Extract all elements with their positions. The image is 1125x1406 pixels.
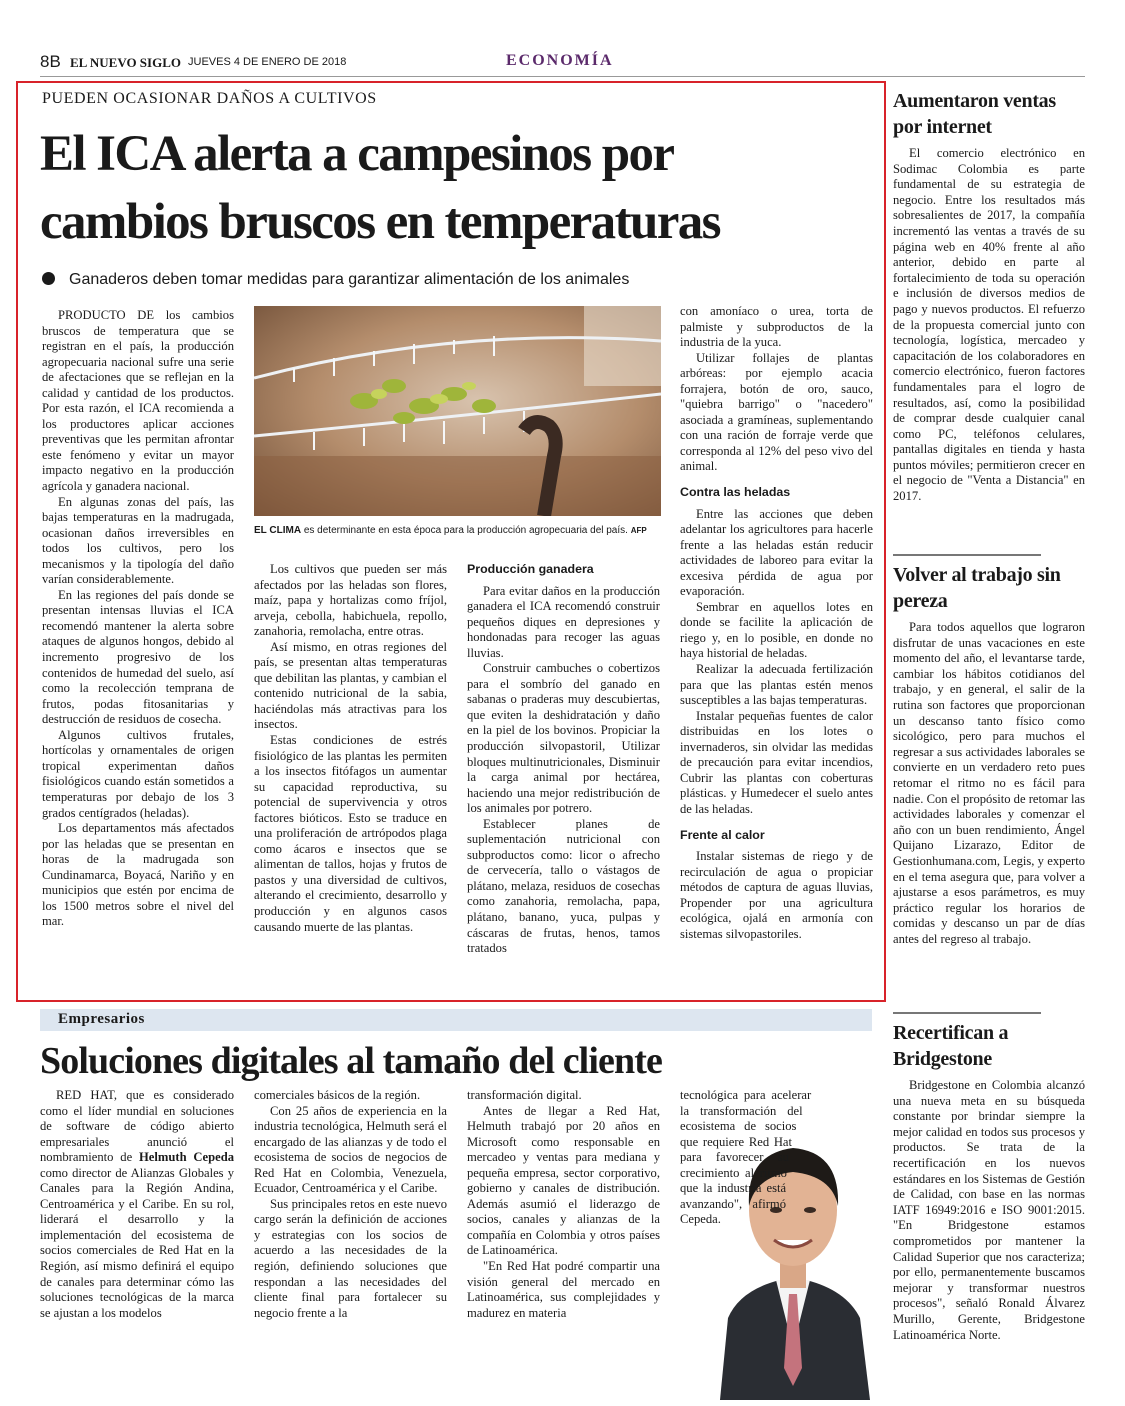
sidebar-text: El comercio electrónico en Sodimac Colombia es parte fundamental de su estrategia de negocio. Entre los resultados más sobresalientes de 2017, la compañía incrementó las ventas a través de su página web en 40% frente al año anterior, debido en parte al fortalecimiento de toda su operación e inclusión de diversos medios de pago y nuevos productos. El refuerzo de la propuesta comercial junto con tecnología, logística, mercadeo y capacitación de los colaboradores en comercio electrónico, fueron factores fundamentales para el logro de resultados, así, como la posibilidad de comprar desde cualquier canal como PC, teléfonos celulares, pantallas digitales en tienda y hasta puntos móviles; permitieron crecer en el negocio de "Venta a Distancia" en 2017. xyxy=(893,146,1085,504)
main-col-3 xyxy=(467,558,660,957)
paragraph: transformación digital. xyxy=(467,1088,582,1102)
second-headline: Soluciones digitales al tamaño del cliente xyxy=(40,1040,662,1082)
article-kicker: PUEDEN OCASIONAR DAÑOS A CULTIVOS xyxy=(42,90,377,107)
second-col-2 xyxy=(254,1088,447,1321)
sidebar-item-sales xyxy=(893,88,1085,505)
article-photo xyxy=(254,306,661,516)
section-title: ECONOMÍA xyxy=(506,52,614,69)
subheading: Frente al calor xyxy=(680,827,765,842)
paragraph: Los cultivos que pueden ser más afectados por las heladas son flores, maíz, papa y hortalizas como fríjol, arveja, cebolla, habichuela, repollo, zanahoria, remolacha, entre otras. xyxy=(254,562,447,639)
subhead-text: Ganaderos deben tomar medidas para garantizar alimentación de los animales xyxy=(69,271,630,288)
paragraph: En algunas zonas del país, las bajas temperaturas en la madrugada, ocasionan daños irreversibles en todos los cultivos, pero los mecanismos y la tipología del daño varían considerablemente. xyxy=(42,494,234,587)
sidebar-divider xyxy=(893,554,1041,556)
section-label: Empresarios xyxy=(58,1011,145,1027)
paragraph-wrap xyxy=(680,1088,874,1228)
paragraph: Realizar la adecuada fertilización para que las plantas estén menos susceptibles a las bajas temperaturas. xyxy=(680,662,873,708)
sidebar-title: Recertifican a Bridgestone xyxy=(893,1022,1009,1070)
paragraph: Entre las acciones que deben adelantar los agricultores para hacerle frente a las heladas están reducir actividades de laboreo para evitar la excesiva pérdida de agua por evaporación. xyxy=(680,506,873,599)
sidebar-divider xyxy=(893,1012,1041,1014)
paragraph: con amoníaco o urea, torta de palmiste y subproductos de la industria de la yuca. xyxy=(680,304,873,350)
paragraph: Para evitar daños en la producción ganadera el ICA recomendó construir pequeños diques en depresiones y hondonadas para recoger las aguas lluvias. xyxy=(467,583,660,660)
sidebar-text: Para todos aquellos que lograron disfrutar de unas vacaciones en este momento del año, el levantarse tarde, cambiar los hábitos cotidianos del trabajo, y en general, el salir de la rutina son factores que proporcionan un descanso tanto físico como sicológico, pero para muchos el regresar a sus actividades laborales se convierte en un verdadero reto pues retomar el ritmo no es fácil para nadie. Con el propósito de retomar las actividades laborales y comenzar el año con un buen rendimiento, Ángel Quijano Lizarazo, Editor de Gestionhumana.com, Legis, y experto en el tema asegura que, para volver a ajustarse a esos parámetros, es muy práctico regular los horarios de comidas y descanso un par de días antes del regreso al trabajo. xyxy=(893,620,1086,946)
main-col-2 xyxy=(254,562,447,935)
page-number: 8B xyxy=(40,52,61,71)
paragraph: Sembrar en aquellos lotes en donde se facilite la aplicación de riego y, en lo posible, en donde no haya historial de heladas. xyxy=(680,599,873,661)
paragraph: Instalar sistemas de riego y de recirculación de agua o propiciar métodos de captura de aguas lluvias, Propender por una agricultura ecológica, ojalá en armonía con sistemas silvopastoriles. xyxy=(680,849,873,941)
second-col-1 xyxy=(40,1088,234,1321)
paragraph: Utilizar follajes de plantas arbóreas: por ejemplo acacia forrajera, botón de oro, sauco, "quiebra barrigo" o "nacedero" asociada a gramíneas, suplementando con una ración de forraje verde que corresponda al 12% del peso vivo del animal. xyxy=(680,350,873,474)
header-rule xyxy=(40,76,1085,77)
subheading: Contra las heladas xyxy=(680,485,791,500)
second-col-4 xyxy=(680,1088,874,1318)
article-subhead xyxy=(42,271,629,289)
paragraph: Estas condiciones de estrés fisiológico de las plantas les permiten a los insectos fitófagos un aumentar su capacidad reproductiva, su potencial de supervivencia y otros factores bióticos. Esto se traduce en una proliferación de artrópodos plaga como ácaros e insectos que se alimentan de tallos, hojas y frutos de pastos y una diversidad de cultivos, alterando el crecimiento, desarrollo y producción y en algunos casos causando muerte de las plantas. xyxy=(254,733,447,934)
frozen-vine-illustration xyxy=(254,306,661,516)
paragraph: Construir cambuches o cobertizos para el sombrío del ganado en sabanas o praderas muy descubiertas, que eviten la deshidratación y daño en la piel de los bovinos. Propiciar la producción silvopastoril, Utilizar bloques multinutricionales, Disminuir la carga animal por hectárea, haciendo una mejor redistribución de los animales por potrero. xyxy=(467,661,660,816)
paragraph: "En Red Hat podré compartir una visión general del mercado en Latinoamérica, sus complejidades y madurez en materia xyxy=(467,1259,660,1320)
paragraph: Así mismo, en otras regiones del país, se presentan altas temperaturas que debilitan las plantas, y cambian el contenido nutricional de la sabia, haciéndolas más atractivas para los insectos. xyxy=(254,639,447,732)
issue-date: JUEVES 4 DE ENERO DE 2018 xyxy=(188,56,347,68)
photo-credit: AFP xyxy=(630,526,647,535)
paragraph: Con 25 años de experiencia en la industria tecnológica, Helmuth será el encargado de las alianzas y de todo el ecosistema de socios de negocios de Red Hat en Colombia, Venezuela, Ecuador, Centroamérica y el Caribe. xyxy=(254,1103,447,1196)
newspaper-name: EL NUEVO SIGLO xyxy=(70,55,181,70)
headline-line-2: cambios bruscos en temperaturas xyxy=(40,194,720,250)
article-headline xyxy=(40,120,880,256)
sidebar-title: Aumentaron ventas por internet xyxy=(893,90,1056,138)
subheading: Producción ganadera xyxy=(467,562,594,576)
paragraph: RED HAT, que es considerado como el líder mundial en soluciones de software de código abierto empresariales anunció el nombramiento de Helmuth Cepeda como director de Alianzas Globales y Canales para la Región Andina, Centroamérica y el Caribe. En su rol, liderará el desarrollo y la implementación del ecosistema de socios comerciales de Red Hat en la Región, así mismo definirá el equipo de canales para determinar cómo las soluciones tecnológicas de la marca se ajustan a los modelos xyxy=(40,1088,235,1320)
sidebar-text: Bridgestone en Colombia alcanzó una nueva meta en su búsqueda constante por brindar siempre la mejor calidad en todos sus procesos y productos. Se trata de la recertificación en los nuevos estándares en los Sistemas de Gestión de Calidad, con base en las normas IATF 16949:2016 e ISO 9001:2015. "En Bridgestone estamos comprometidos por mantener la Calidad Superior que nos caracteriza; por ello, permanentemente buscamos mejorar y transformar nuestros procesos", señaló Ronald Álvarez Murillo, Gerente, Bridgestone Latinoamérica Norte. xyxy=(893,1078,1085,1342)
sidebar-item-bridgestone xyxy=(893,1020,1085,1343)
paragraph: comerciales básicos de la región. xyxy=(254,1088,421,1102)
paragraph: Los departamentos más afectados por las heladas que se presentan en horas de la madrugada son Cundinamarca, Boyacá, Nariño y en municipios que estén por encima de los 1500 metros sobre el nivel del mar. xyxy=(42,821,234,929)
paragraph: Antes de llegar a Red Hat, Helmuth trabajó por 20 años en Microsoft como responsable en mercadeo y ventas para mediana y pequeña empresa, sector corporativo, gobierno y canales de distribución. Además asumió el liderazgo de socios, canales y alianzas de la compañía en Colombia y otros países de Latinoamérica. xyxy=(467,1103,660,1258)
sidebar-item-work xyxy=(893,562,1085,947)
paragraph: tecnológica para acelerar la transformación del ecosistema de socios que requiere Red Hat para favorecer su crecimiento al ritmo que la industria está avanzando", afirmó Cepeda. xyxy=(680,1088,812,1227)
paragraph: En las regiones del país donde se presentan intensas lluvias el ICA recomendó mantener la alerta sobre ataques de algunos hongos, debido al incremento progresivo de los contenidos de humedad del suelo, así como la recolección temprana de frutos, podas fitosanitarias y destrucción de residuos de cosecha. xyxy=(42,587,234,727)
sidebar-title: Volver al trabajo sin pereza xyxy=(893,564,1061,612)
paragraph: Establecer planes de suplementación nutricional con subproductos como: licor o afrecho de cervecería, tallo o vástagos de plátano, melaza, residuos de cosechas como zanahoria, remolacha, papa, plátano, banano, yuca, pulpas y cáscaras de frutas, henos, tamos tratados xyxy=(467,816,660,956)
paragraph: Instalar pequeñas fuentes de calor distribuidas en los lotes o invernaderos, sin olvidar las medidas de precaución para evitar incendios, Cubrir las plantas con coberturas plásticas. y Humedecer el suelo antes de las heladas. xyxy=(680,708,873,816)
main-col-1 xyxy=(42,308,234,930)
bullet-icon xyxy=(42,272,55,285)
lead-word: PRODUCTO DE xyxy=(58,308,155,322)
paragraph: Sus principales retos en este nuevo cargo serán la definición de acciones y estrategias con los socios de acuerdo a las necesidades de la región, definiendo soluciones que respondan a las necesidades del cliente final para fortalecer su negocio frente a la xyxy=(254,1196,447,1320)
page-header xyxy=(40,50,1085,76)
headline-line-1: El ICA alerta a campesinos por xyxy=(40,126,674,182)
second-col-3 xyxy=(467,1088,660,1321)
caption-lead: EL CLIMA xyxy=(254,525,302,536)
main-col-4 xyxy=(680,304,873,942)
photo-caption xyxy=(254,524,664,538)
paragraph: Algunos cultivos frutales, hortícolas y ornamentales de origen tropical experimentan daños fisiológicos cuando están sometidos a temperaturas por debajo de los 3 grados centígrados (heladas). xyxy=(42,727,234,820)
paragraph: PRODUCTO DE los cambios bruscos de temperatura que se registran en el país, la producción agropecuaria nacional sufre una serie de afectaciones que se reflejan en la calidad y cantidad de los productos. Por esta razón, el ICA recomienda a los productores aplicar acciones preventivas que les permitan afrontar este fenómeno y evitar un mayor impacto negativo en la producción agrícola y ganadera nacional. xyxy=(42,308,234,494)
caption-text: es determinante en esta época para la producción agropecuaria del país. xyxy=(303,525,628,536)
person-name: Helmuth Cepeda xyxy=(139,1150,235,1165)
section-band xyxy=(40,1009,872,1031)
